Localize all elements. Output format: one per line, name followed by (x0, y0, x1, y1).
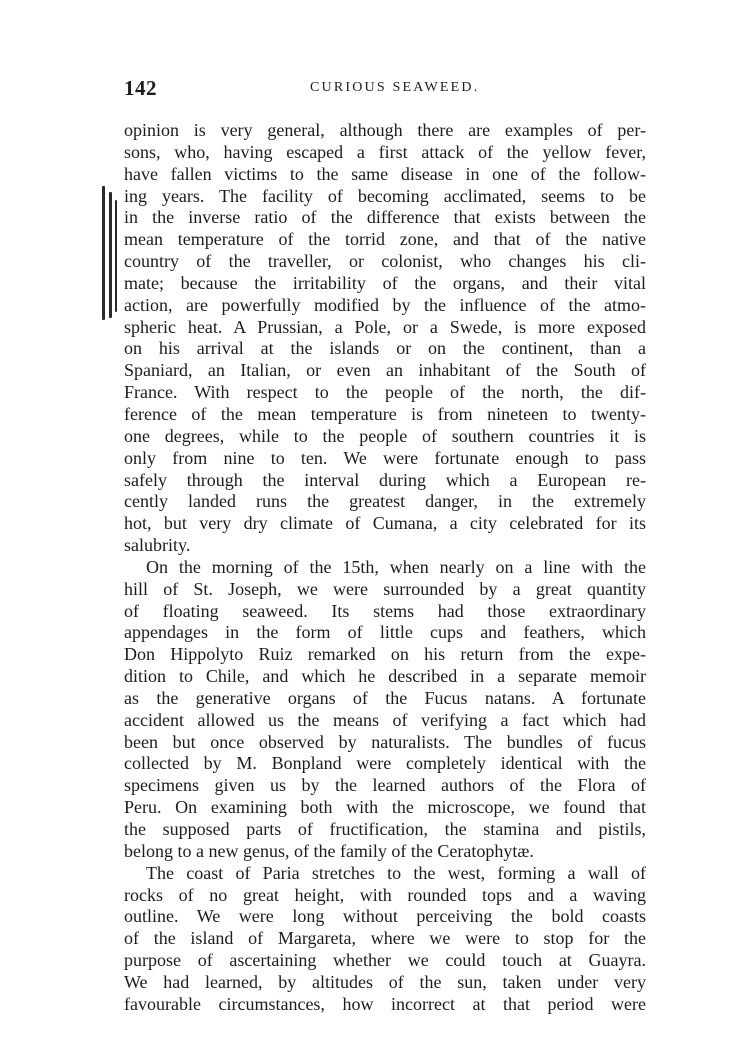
text-line: opinion is very general, although there are examples of per- (124, 120, 646, 140)
margin-pencil-mark (100, 186, 120, 320)
text-line: hill of St. Joseph, we were surrounded by a great quantity (124, 578, 646, 599)
text-line: sons, who, having escaped a first attack of the yellow fever, (124, 141, 646, 162)
text-line: as the generative organs of the Fucus natans. A fortunate (124, 687, 646, 708)
text-line: ing years. The facility of becoming acclimated, seems to be (124, 185, 646, 206)
text-line: of floating seaweed. Its stems had those extraordinary (124, 600, 646, 621)
page-number: 142 (124, 76, 157, 100)
text-line: appendages in the form of little cups and feathers, which (124, 622, 646, 643)
text-line: Peru. On examining both with the microscope, we found that (124, 797, 646, 818)
text-line: of the island of Margareta, where we were to stop for the (124, 928, 646, 949)
text-line: only from nine to ten. We were fortunate enough to pass (124, 447, 646, 468)
text-line: Spaniard, an Italian, or even an inhabitant of the South of (124, 360, 646, 381)
text-line: safely through the interval during which a European re- (124, 469, 646, 490)
text-line: rocks of no great height, with rounded tops and a waving (124, 884, 646, 905)
running-title: CURIOUS SEAWEED. (310, 80, 480, 95)
text-line: specimens given us by the learned authors of the Flora of (124, 775, 646, 796)
text-line: action, are powerfully modified by the influence of the atmo- (124, 294, 646, 315)
text-line: We had learned, by altitudes of the sun, taken under very (124, 971, 646, 992)
text-line: mate; because the irritability of the organs, and their vital (124, 272, 646, 293)
text-line: country of the traveller, or colonist, who changes his cli- (124, 251, 646, 272)
text-line: mean temperature of the torrid zone, and that of the native (124, 229, 646, 250)
page-header (124, 76, 646, 102)
text-line: been but once observed by naturalists. The bundles of fucus (124, 731, 646, 752)
text-line: On the morning of the 15th, when nearly on a line with the (146, 556, 646, 577)
text-line: one degrees, while to the people of southern countries it is (124, 425, 646, 446)
text-line: accident allowed us the means of verifying a fact which had (124, 709, 646, 730)
text-line: belong to a new genus, of the family of the Ceratophytæ. (124, 840, 534, 861)
text-line: outline. We were long without perceiving the bold coasts (124, 906, 646, 927)
text-line: in the inverse ratio of the difference that exists between the (124, 207, 646, 228)
body-text (124, 120, 646, 1016)
text-line: on his arrival at the islands or on the continent, than a (124, 338, 646, 359)
text-line: France. With respect to the people of the north, the dif- (124, 382, 646, 403)
text-line: favourable circumstances, how incorrect at that period were (124, 993, 646, 1014)
text-line: hot, but very dry climate of Cumana, a city celebrated for its (124, 513, 646, 534)
text-line: salubrity. (124, 535, 191, 556)
text-line: ference of the mean temperature is from nineteen to twenty- (124, 403, 646, 424)
text-line: collected by M. Bonpland were completely identical with the (124, 753, 646, 774)
text-line: the supposed parts of fructification, the stamina and pistils, (124, 819, 646, 839)
text-line: have fallen victims to the same disease in one of the follow- (124, 163, 646, 184)
text-line: The coast of Paria stretches to the west, forming a wall of (146, 862, 646, 883)
text-line: dition to Chile, and which he described in a separate memoir (124, 666, 646, 687)
text-line: Don Hippolyto Ruiz remarked on his return from the expe- (124, 644, 646, 665)
text-line: purpose of ascertaining whether we could touch at Guayra. (124, 950, 646, 971)
text-line: cently landed runs the greatest danger, in the extremely (124, 491, 646, 512)
text-line: spheric heat. A Prussian, a Pole, or a Swede, is more exposed (124, 316, 646, 337)
